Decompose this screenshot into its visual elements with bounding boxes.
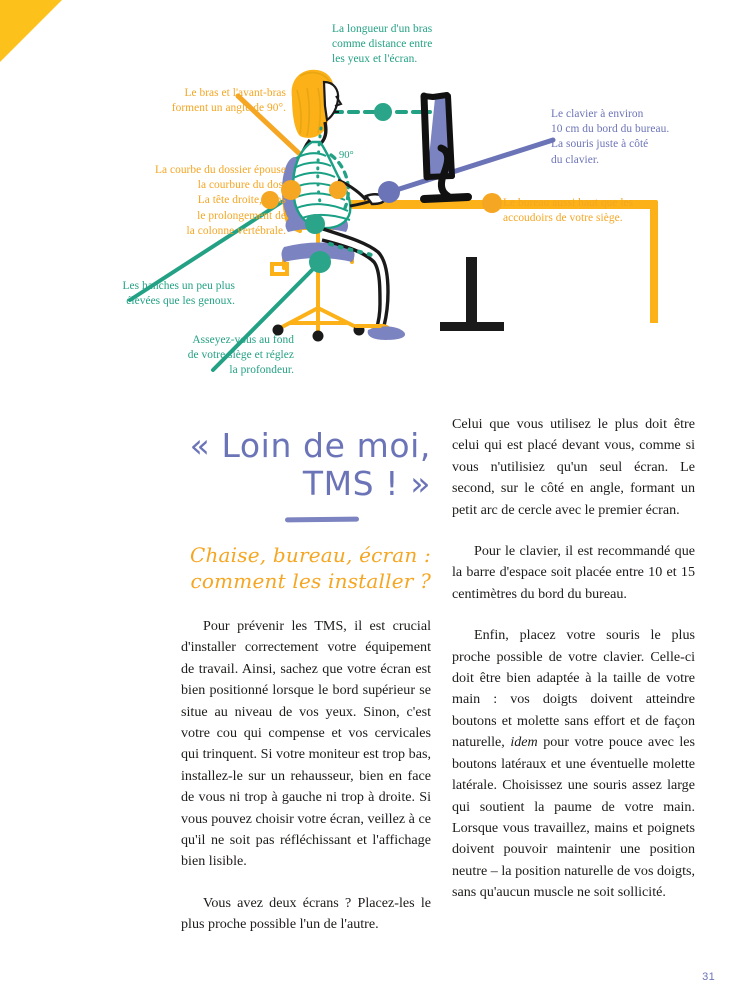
right-text-column xyxy=(452,405,695,904)
annotation-line: la courbure du dos. xyxy=(197,179,286,192)
annotation-arm-angle xyxy=(76,86,286,116)
annotation-line: de votre siège et réglez xyxy=(187,349,294,362)
article-subheading xyxy=(181,542,431,594)
eye-screen-dotted-line xyxy=(333,103,430,121)
paragraph: Vous avez deux écrans ? Placez-les le plus proche possible l'un de l'autre. xyxy=(181,894,431,933)
annotation-line: la colonne vertébrale. xyxy=(186,224,286,237)
annotation-desk-height xyxy=(503,196,703,226)
annotation-line: Asseyez-vous au fond xyxy=(192,334,294,346)
annotation-line: les yeux et l'écran. xyxy=(332,53,418,66)
article-headline xyxy=(181,405,431,503)
paragraph-part-b: pour votre pouce avec les boutons latéraux et une éventuelle molette latérale. Choisissez une souris assez large qui soutient la paume de votre main. Lorsque vous travaillez, mains et poignets doivent pouvoir maintenir une position neutre – la position naturelle de vos doigts, sans qu'aucun muscle ne soit sollicité. xyxy=(452,734,696,901)
headline-underline-rule xyxy=(285,517,359,523)
annotation-line: Le clavier à environ xyxy=(551,108,644,120)
ergonomics-illustration xyxy=(0,0,739,400)
paragraph-part-a: Enfin, placez votre souris le plus proche possible de votre clavier. Celle-ci doit être bien adaptée à la taille de votre main : vos doigts doivent atteindre boutons et molette sans effort et de façon naturelle, xyxy=(452,627,695,751)
annotation-line: La courbe du dossier épouse xyxy=(154,164,286,176)
headline-line-1: « Loin de moi, xyxy=(189,426,431,465)
page-number: 31 xyxy=(702,971,715,983)
annotation-back-curve xyxy=(96,163,286,239)
annotation-line: Le bureau aussi haut que les xyxy=(503,197,634,209)
annotation-line: La souris juste à côté xyxy=(551,138,649,151)
headline-line-2: TMS ! » xyxy=(302,464,431,503)
subheading-line-1: Chaise, bureau, écran : xyxy=(189,543,431,567)
left-text-column xyxy=(181,405,431,936)
paragraph: Pour prévenir les TMS, il est crucial d'installer correctement votre équipement de travail. Ainsi, sachez que votre écran est bien positionné lorsque le bord supérieur se situe au niveau de vos yeux. Sinon, c'est votre cou qui compense et vos cervicales qui trinquent. Si votre moniteur est trop bas, installez-le sur un rehausseur, bien en face de vous ni trop à gauche ni trop à droite. Si vous pouvez choisir votre écran, veillez à ce qu'il ne soit pas réfléchissant et l'affichage bien lisible. xyxy=(181,618,431,870)
annotation-screen-distance xyxy=(332,22,512,68)
paragraph: Celui que vous utilisez le plus doit être celui qui est placé devant vous, comme si vous n'utilisiez qu'un seul écran. Le second, sur le côté en angle, formant un petit arc de cercle avec le premier écran. xyxy=(452,416,695,518)
paragraph: Pour le clavier, il est recommandé que la barre d'espace soit placée entre 10 et 15 centimètres du bord du bureau. xyxy=(452,543,695,602)
annotation-line: 10 cm du bord du bureau. xyxy=(551,123,670,136)
subheading-line-2: comment les installer ? xyxy=(190,569,431,593)
desk-leg xyxy=(440,257,504,331)
annotation-line: accoudoirs de votre siège. xyxy=(503,212,623,225)
annotation-line: La longueur d'un bras xyxy=(332,23,433,35)
paragraph-with-emphasis xyxy=(452,625,695,903)
annotation-line: Les hanches un peu plus xyxy=(122,280,235,292)
annotation-keyboard-position xyxy=(551,107,731,168)
annotation-line: forment un angle de 90°. xyxy=(171,102,286,115)
annotation-line: La tête droite, dans xyxy=(197,194,286,207)
annotation-line: élevées que les genoux. xyxy=(126,295,235,308)
annotation-hips-height xyxy=(55,279,235,309)
annotation-line: la profondeur. xyxy=(229,364,294,377)
annotation-line: du clavier. xyxy=(551,153,599,166)
article-body xyxy=(0,405,739,1000)
angle-90-label: 90° xyxy=(339,150,354,161)
emphasized-word: idem xyxy=(510,734,538,751)
annotation-line: comme distance entre xyxy=(332,38,433,51)
annotation-line: Le bras et l'avant-bras xyxy=(184,87,286,99)
annotation-sit-back xyxy=(146,333,294,379)
annotation-line: le prolongement de xyxy=(197,209,286,222)
